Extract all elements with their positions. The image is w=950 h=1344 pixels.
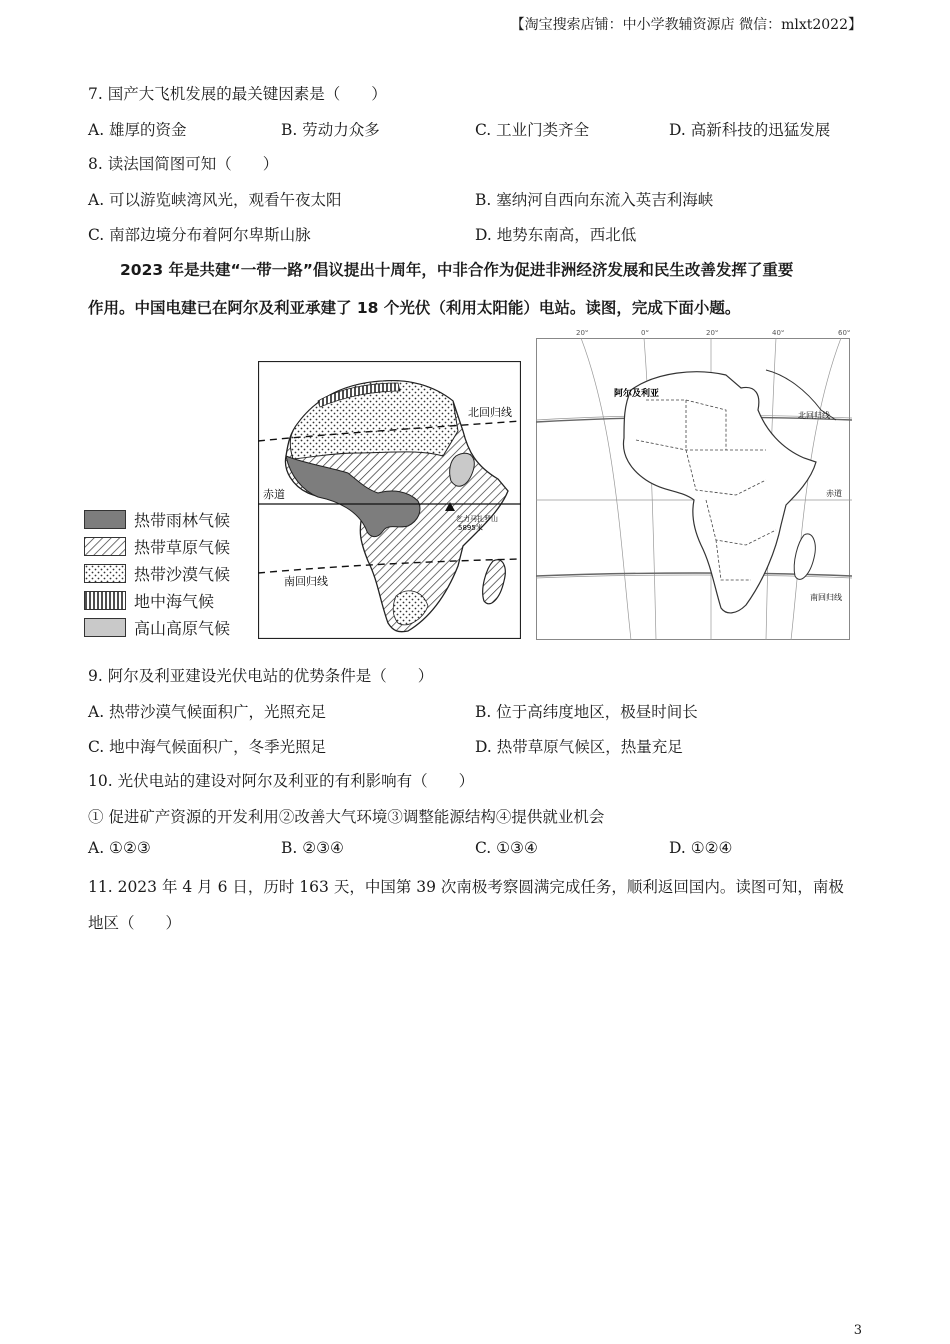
q8-option-a[interactable]: A. 可以游览峡湾风光，观看午夜太阳 <box>88 191 342 209</box>
legend-label-savanna: 热带草原气候 <box>134 538 231 557</box>
legend-swatch-mediterranean <box>84 591 126 610</box>
political-map <box>536 330 852 640</box>
kilimanjaro-height: 5895米 <box>458 524 483 532</box>
lon-60e-label: 60° <box>838 330 851 337</box>
q7-option-b[interactable]: B. 劳动力众多 <box>281 121 380 139</box>
map2-tropic-s-label: 南回归线 <box>810 593 842 602</box>
lon-20w-label: 20° <box>576 330 589 337</box>
q10-option-b[interactable]: B. ②③④ <box>281 839 344 857</box>
q8-option-b[interactable]: B. 塞纳河自西向东流入英吉利海峡 <box>475 191 714 209</box>
lon-40e-label: 40° <box>772 330 785 337</box>
climate-legend <box>84 506 230 641</box>
q7-option-d[interactable]: D. 高新科技的迅猛发展 <box>669 121 831 139</box>
q8-option-d[interactable]: D. 地势东南高，西北低 <box>475 226 637 244</box>
legend-item-savanna <box>84 533 230 560</box>
page-number: 3 <box>853 1323 862 1338</box>
intro-line-1: 2023 年是共建“一带一路”倡议提出十周年，中非合作为促进非洲经济发展和民生改善发挥了重要 <box>120 261 794 279</box>
legend-item-rainforest <box>84 506 230 533</box>
kilimanjaro-label: 乞力马扎罗山 <box>456 515 498 523</box>
africa-figure <box>84 330 854 642</box>
q10-option-c[interactable]: C. ①③④ <box>475 839 538 857</box>
legend-label-highland: 高山高原气候 <box>134 619 231 638</box>
legend-label-mediterranean: 地中海气候 <box>134 592 215 611</box>
legend-item-desert <box>84 560 230 587</box>
q8-stem: 8. 读法国简图可知（ ） <box>88 155 279 173</box>
legend-item-highland <box>84 614 230 641</box>
tropic-s-label: 南回归线 <box>284 575 328 588</box>
climate-map <box>258 361 521 639</box>
intro-line-2: 作用。中国电建已在阿尔及利亚承建了 18 个光伏（利用太阳能）电站。读图，完成下面小题。 <box>88 299 741 317</box>
legend-swatch-highland <box>84 618 126 637</box>
q11-stem-line-1: 11. 2023 年 4 月 6 日，历时 163 天，中国第 39 次南极考察圆满完成任务，顺利返回国内。读图可知，南极 <box>88 878 844 896</box>
legend-label-desert: 热带沙漠气候 <box>134 565 231 584</box>
q8-option-c[interactable]: C. 南部边境分布着阿尔卑斯山脉 <box>88 226 311 244</box>
q7-stem: 7. 国产大飞机发展的最关键因素是（ ） <box>88 85 387 103</box>
q9-option-a[interactable]: A. 热带沙漠气候面积广，光照充足 <box>88 703 327 721</box>
page-header: 【淘宝搜索店铺：中小学教辅资源店 微信：mlxt2022】 <box>510 17 862 33</box>
lon-0-label: 0° <box>641 330 649 337</box>
q7-option-c[interactable]: C. 工业门类齐全 <box>475 121 590 139</box>
q9-option-b[interactable]: B. 位于高纬度地区，极昼时间长 <box>475 703 698 721</box>
map2-tropic-n-label: 北回归线 <box>798 411 830 420</box>
q10-option-a[interactable]: A. ①②③ <box>88 839 151 857</box>
q9-option-d[interactable]: D. 热带草原气候区，热量充足 <box>475 738 683 756</box>
tropic-n-label: 北回归线 <box>468 406 512 419</box>
q10-items: ① 促进矿产资源的开发利用②改善大气环境③调整能源结构④提供就业机会 <box>88 808 605 826</box>
lon-20e-label: 20° <box>706 330 719 337</box>
legend-swatch-savanna <box>84 537 126 556</box>
legend-swatch-rainforest <box>84 510 126 529</box>
q10-option-d[interactable]: D. ①②④ <box>669 839 733 857</box>
q9-stem: 9. 阿尔及利亚建设光伏电站的优势条件是（ ） <box>88 667 434 685</box>
equator-label: 赤道 <box>263 488 285 501</box>
q9-option-c[interactable]: C. 地中海气候面积广，冬季光照足 <box>88 738 327 756</box>
algeria-label: 阿尔及利亚 <box>614 389 660 399</box>
legend-swatch-desert <box>84 564 126 583</box>
q11-stem-line-2: 地区（ ） <box>88 914 182 932</box>
q7-option-a[interactable]: A. 雄厚的资金 <box>88 121 187 139</box>
legend-label-rainforest: 热带雨林气候 <box>134 511 231 530</box>
legend-item-mediterranean <box>84 587 230 614</box>
q10-stem: 10. 光伏电站的建设对阿尔及利亚的有利影响有（ ） <box>88 772 475 790</box>
map2-equator-label: 赤道 <box>826 489 842 498</box>
